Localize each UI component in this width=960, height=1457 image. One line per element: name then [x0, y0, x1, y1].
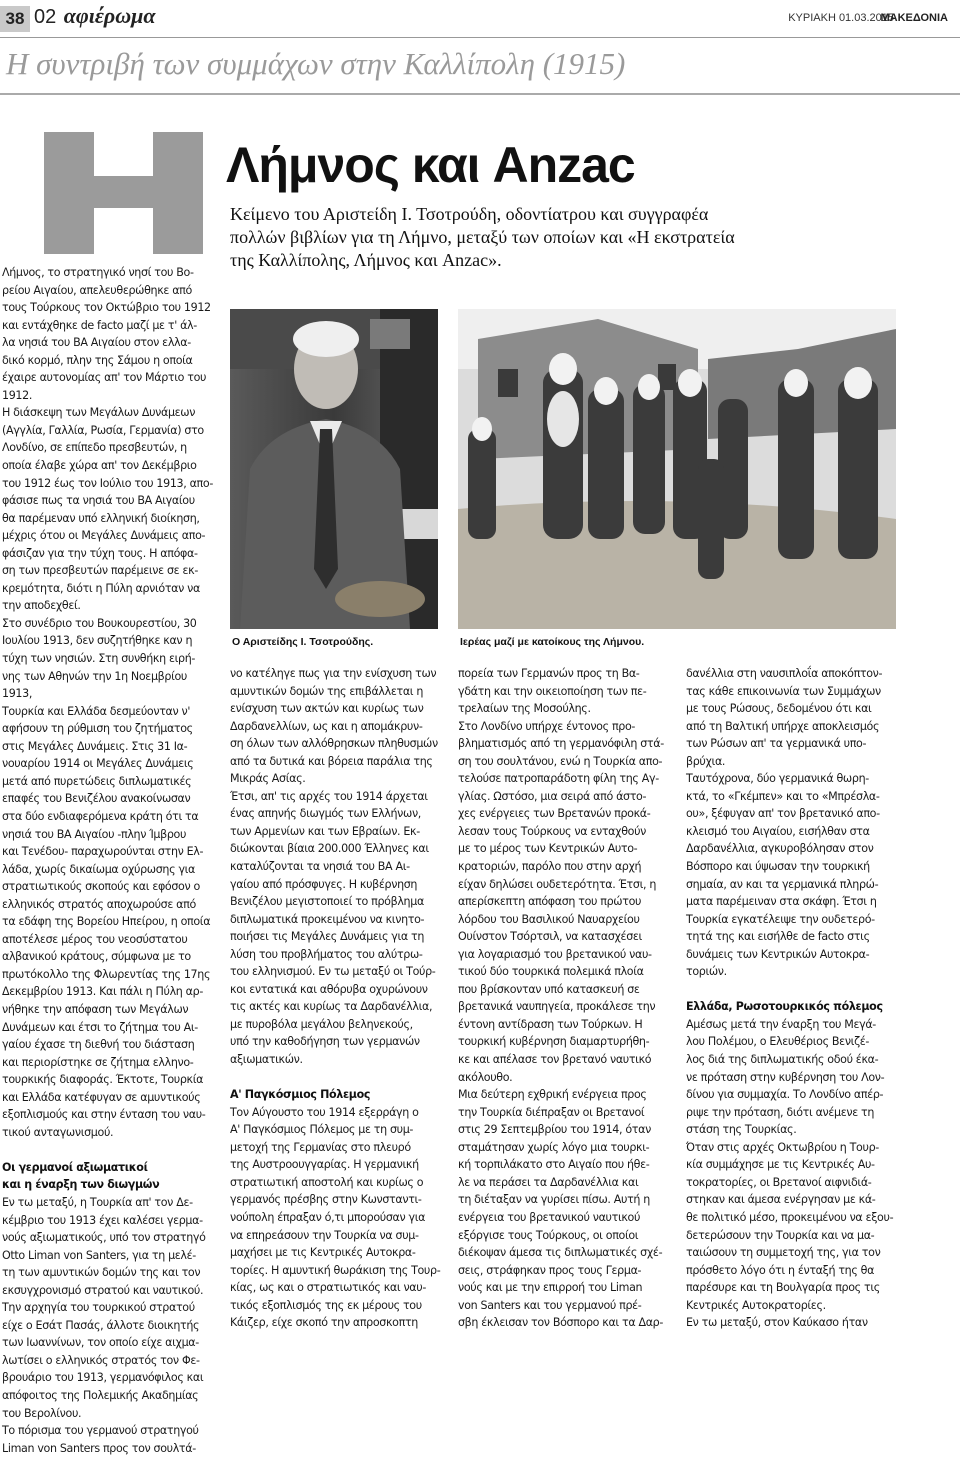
text-line: επαφές του Βενιζέλου ανακοίνωσαν	[2, 792, 191, 806]
text-line: τικός εξοπλισμός της εκ μέρους του	[230, 1298, 422, 1312]
text-line: σβη έκλεισαν τον Βόσπορο και τα Δαρ-	[458, 1316, 664, 1330]
text-line: Ουίνστον Τσόρτσιλ, να κατασχέσει	[458, 930, 642, 944]
text-line	[686, 981, 902, 999]
text-line: ρείου Αιγαίου, απελευθερώθηκε από	[2, 283, 192, 297]
topic-divider	[0, 93, 960, 95]
text-line: απόφοιτος της Πολεμικής Ακαδημίας	[2, 1389, 199, 1402]
text-line: από τη Βαλτική υπήρχε αποκλεισμός	[686, 719, 880, 733]
text-line: λόρδου του Βασιλικού Ναυαρχείου	[458, 912, 640, 926]
text-line: Μια δεύτερη εχθρική ενέργεια προς	[458, 1088, 647, 1102]
text-line: μαχήσει με τις Κεντρικές Αυτοκρα-	[230, 1246, 416, 1260]
text-line: Εν τω μεταξύ, η Τουρκία απ' τον Δε-	[2, 1195, 193, 1209]
text-line: ση των πρεσβευτών παρέμεινε σε εκ-	[2, 564, 198, 578]
article-column-4	[686, 665, 902, 1332]
text-line: (Αγγλία, Γαλλία, Ρωσία, Γερμανία) στο	[2, 423, 204, 437]
text-line: Α' Παγκόσμιος Πόλεμος με τη συμ-	[230, 1123, 414, 1137]
text-line: νούπολη έπραξαν ό,τι μπορούσαν για	[230, 1210, 426, 1224]
section-header	[34, 3, 156, 29]
text-line: Στο Λονδίνο υπήρχε έντονος προ-	[458, 719, 636, 733]
text-line: κία συμμάχησε με τις Κεντρικές Αυ-	[686, 1158, 875, 1172]
text-line: μετά από πυρετώδεις διπλωματικές	[2, 774, 192, 788]
text-line: Otto Liman von Santers, για τη μελέ-	[2, 1248, 196, 1262]
text-line: στρατιωτική αποστολή και κυρίως ο	[230, 1175, 424, 1189]
text-line: von Santers και του γερμανού πρέ-	[458, 1298, 642, 1312]
issue-date: ΚΥΡΙΑΚΗ 01.03.2015	[788, 12, 894, 24]
subheading: Α' Παγκόσμιος Πόλεμος	[230, 1088, 371, 1102]
text-line: Βόσπορο και ύψωσαν την τουρκική	[686, 860, 870, 874]
text-line: νούς και με την επιρροή του Liman	[458, 1281, 643, 1295]
text-line: παρέσυρε και τη Βουλγαρία προς τις	[686, 1281, 880, 1295]
text-line: τητά της και εισήλθε de facto στις	[686, 930, 870, 944]
text-line: τοκρατορίες, οι Βρετανοί αιφνιδιά-	[686, 1175, 872, 1189]
text-line: μέχρις ότου οι Μεγάλες Δυνάμεις απο-	[2, 529, 206, 543]
text-line: Λήμνος, το στρατηγικό νησί του Βο-	[2, 266, 194, 279]
text-line: υπό την καθοδήγηση των γερμανών	[230, 1035, 420, 1049]
text-line: Το πόρισμα του γερμανού στρατηγού	[2, 1424, 199, 1438]
article-column-1	[2, 264, 214, 1457]
text-line: αξιωματικών.	[230, 1053, 303, 1067]
text-line: τη των αμυντικών δομών της και τον	[2, 1266, 201, 1280]
text-line: έχαιρε αυτονομίας απ' τον Μάρτιο του	[2, 371, 207, 385]
text-line: τα εδάφη της Βορείου Ηπείρου, η οποία	[2, 915, 211, 929]
text-line: Όταν στις αρχές Οκτωβρίου η Τουρ-	[686, 1140, 879, 1154]
text-line: λωτίσει ο ελληνικός στρατός τον Φε-	[2, 1353, 200, 1367]
text-line: στις Μεγάλες Δυνάμεις. Στις 31 Ια-	[2, 739, 188, 753]
text-line: νουαρίου 1914 οι Μεγάλες Δυνάμεις	[2, 757, 194, 771]
text-line: βρουάριο του 1913, γερμανόφιλος και	[2, 1371, 204, 1385]
text-line: ενίσχυση των ακτών και κυρίως των	[230, 702, 424, 716]
text-line: γδάτη και την οικειοποίηση των πε-	[458, 684, 647, 698]
text-line: αλβανικού κράτους, σύμφωνα με το	[2, 950, 191, 964]
text-line: από τα δυτικά και βόρεια παράλια της	[230, 754, 433, 768]
text-line: κή τορπιλάκατο στο Αιγαίο που ήθε-	[458, 1158, 650, 1172]
text-line: δικό κορμό, πλην της Σάμου η οποία	[2, 353, 193, 367]
article-column-2	[230, 665, 445, 1332]
text-line: και εντάχθηκε de facto μαζί με τ' άλ-	[2, 318, 197, 332]
text-line: νης των Αθηνών την 1η Νοεμβρίου 1913,	[2, 669, 187, 701]
text-line: των Ιωαννίνων, τον οποίο είχε αιχμα-	[2, 1336, 199, 1350]
drop-cap	[36, 128, 211, 258]
text-line: έντονη αντίδραση των Τούρκων. Η	[458, 1017, 643, 1031]
text-line: λα νησιά του ΒΑ Αιγαίου στον ελλα-	[2, 336, 191, 350]
text-line: Μικράς Ασίας.	[230, 772, 306, 786]
text-line: Δυνάμεων και έτσι το ζήτημα του Αι-	[2, 1020, 198, 1034]
text-line: τας κάθε επικοινωνία των Συμμάχων	[686, 684, 881, 698]
text-line: ματα παρέμειναν στα σκάφη. Έτσι η	[686, 895, 877, 909]
text-line: τικού ανταγωνισμού.	[2, 1125, 114, 1139]
text-line: των Ρώσων απ' τα γερμανικά υπο-	[686, 737, 867, 751]
text-line: βρετανικά ναυπηγεία, προκάλεσε την	[458, 1000, 656, 1014]
text-line: τοριών.	[686, 965, 727, 979]
page-number: 38	[0, 6, 30, 32]
text-line: τουρκική κυβέρνηση διαμαρτυρήθη-	[458, 1035, 650, 1049]
text-line: Η διάσκεψη των Μεγάλων Δυνάμεων	[2, 406, 196, 420]
text-line: τους Τούρκους τον Οκτώβριο του 1912	[2, 301, 211, 315]
text-line: απερίσκεπτη απόφαση του πρώτου	[458, 895, 642, 909]
text-line: Κάιζερ, είχε σκοπό την απροσκοπτη	[230, 1316, 418, 1330]
text-line: Δεκεμβρίου 1913. Και πάλι η Πύλη αρ-	[2, 985, 203, 999]
text-line: κρατοριών, παρόλο που στην αρχή	[458, 860, 642, 874]
text-line: εξοπλισμούς και στην ένταση του ναυ-	[2, 1108, 206, 1122]
text-line: να επηρεάσουν την Τουρκία να συμ-	[230, 1228, 419, 1242]
text-line: και Τενέδου- παραχωρούνται στην Ελ-	[2, 845, 204, 859]
author-portrait-photo	[230, 309, 438, 629]
text-line: αποτέλεσε μέρος του νεοσύστατου	[2, 932, 188, 946]
text-line: τις ακτές και κυρίως τα Δαρδανέλλια,	[230, 1000, 433, 1014]
text-line: του Βερολίνου.	[2, 1406, 82, 1420]
header-divider	[0, 37, 960, 38]
text-line: φάσισε πως τα νησιά του ΒΑ Αιγαίου	[2, 494, 195, 508]
text-line: δίνου για συμμαχία. Το Λονδίνο απέρ-	[686, 1088, 884, 1102]
text-line: οποία έλαβε χώρα απ' τον Δεκέμβριο	[2, 459, 197, 473]
text-line: αμυντικών δομών της επιβάλλεται η	[230, 684, 424, 698]
text-line: Ιουλίου 1913, δεν συζητήθηκε καν η	[2, 634, 193, 648]
article-title: Λήμνος και Anzac	[226, 137, 635, 193]
text-line: της Αυστροουγγαρίας. Η γερμανική	[230, 1158, 419, 1172]
text-line: τελούσε πατροπαράδοτη φίλη της Αγ-	[458, 772, 659, 786]
text-line: ελληνικός στρατός αποχωρούσε από	[2, 897, 196, 911]
text-line: νήθηκε την απόφαση των Μεγάλων	[2, 1002, 189, 1016]
text-line: Δαρδανέλλια, αγκυροβόλησαν στον	[686, 842, 874, 856]
text-line: κλεισμό του Αιγαίου, εισήλθαν στα	[686, 824, 870, 838]
section-name: αφιέρωμα	[63, 3, 156, 28]
text-line: 1912.	[2, 388, 33, 402]
text-line: ση του σουλτάνου, ενώ η Τουρκία απο-	[458, 754, 663, 768]
text-line: στα δύο ενδιαφερόμενα κράτη ότι τα	[2, 809, 199, 823]
text-line: τουρκικής διαφοράς. Έκτοτε, Τουρκία	[2, 1073, 204, 1087]
text-line: Την αρχηγία του τουρκικού στρατού	[2, 1301, 195, 1315]
text-line: κοι εντατικά και αθόρυβα οχυρώνουν	[230, 982, 428, 996]
text-line: λου Πολέμου, ο Ελευθέριος Βενιζέ-	[686, 1035, 870, 1049]
text-line	[2, 1141, 214, 1159]
text-line: Κεντρικές Αυτοκρατορίες.	[686, 1298, 826, 1312]
text-line: ακόλουθο.	[458, 1070, 513, 1084]
text-line: δανέλλια στη ναυσιπλοΐα αποκόπτον-	[686, 667, 883, 680]
text-line: λεσαν τους Τούρκους να ενταχθούν	[458, 824, 646, 838]
text-line: ου», ξέφυγαν απ' τον βρετανικό απο-	[686, 807, 880, 821]
text-line: Δαρδανελλίων, ως και η απομάκρυν-	[230, 719, 423, 733]
text-line: διέκοψαν άμεσα τις διπλωματικές σχέ-	[458, 1246, 663, 1260]
text-line: Λονδίνο, σε επίπεδο πρεσβευτών, η	[2, 441, 187, 455]
text-line: Εν τω μεταξύ, στον Καύκασο ήταν	[686, 1316, 868, 1330]
text-line: δετερώσουν την Τουρκία και να μα-	[686, 1228, 875, 1242]
text-line: κέμβριο του 1913 έχει καλέσει γερμα-	[2, 1213, 203, 1227]
text-line: στάση της Τουρκίας.	[686, 1123, 797, 1137]
text-line: του ελληνισμού. Εν τω μεταξύ οι Τούρ-	[230, 965, 436, 979]
text-line: στηκαν και άμεσα ενέργησαν με κά-	[686, 1193, 876, 1207]
text-line: διώκονται βίαια 200.000 Έλληνες και	[230, 842, 429, 856]
text-line: σημαία, αν και τα γερμανικά πληρώ-	[686, 877, 879, 891]
text-line: είχαν δηλώσει ουδετερότητα. Έτσι, η	[458, 877, 657, 891]
text-line: Liman von Santers προς τον σουλτά-	[2, 1441, 196, 1455]
text-line: νε πρόταση στην κυβέρνηση του Λον-	[686, 1070, 885, 1084]
text-line: την Τουρκία διέπραξαν οι Βρετανοί	[458, 1105, 645, 1119]
text-line: ποιήσει τις Μεγάλες Δυνάμεις για τη	[230, 930, 425, 944]
text-line: Στο συνέδριο του Βουκουρεστίου, 30	[2, 616, 197, 630]
subheading: Οι γερμανοί αξιωματικοί	[2, 1160, 148, 1174]
text-line: σεις, στράφηκαν προς τους Γερμα-	[458, 1263, 642, 1277]
text-line: και περιορίστηκε σε ζήτημα ελληνο-	[2, 1055, 194, 1069]
subheading: και η έναρξη των διωγμών	[2, 1178, 160, 1192]
portrait-image	[230, 309, 438, 629]
text-line: εκσυγχρονισμό στρατού και ναυτικού.	[2, 1283, 204, 1297]
priest-villagers-photo	[458, 309, 896, 629]
text-line: Τουρκία εγκατέλειψε την ουδετερό-	[686, 912, 875, 926]
text-line: Τον Αύγουστο του 1914 εξερράγη ο	[230, 1105, 419, 1119]
text-line: νο κατέληγε πως για την ενίσχυση των	[230, 667, 437, 680]
byline-line: της Καλλίπολης, Λήμνος και Anzac».	[230, 250, 502, 270]
text-line: πρωτόκολλο της Φλωρεντίας της 17ης	[2, 967, 211, 981]
section-number: 02	[34, 6, 57, 28]
text-line: την αποδεχθεί.	[2, 599, 81, 613]
text-line: διπλωματικά προκειμένου να κινητο-	[230, 912, 425, 926]
byline-line: πολλών βιβλίων για τη Λήμνο, μεταξύ των οποίων και «Η εκστρατεία	[230, 227, 735, 247]
text-line: Τουρκία και Ελλάδα δεσμεύονταν ν'	[2, 704, 191, 718]
text-line: ταιώσουν τη συμμετοχή της, για τον	[686, 1246, 881, 1260]
text-line: κε και απέλασε τον βρετανό ναυτικό	[458, 1053, 652, 1067]
text-line: Έτσι, απ' τις αρχές του 1914 άρχεται	[230, 789, 428, 803]
text-line: Ταυτόχρονα, δύο γερμανικά θωρη-	[686, 772, 869, 786]
text-line: κτά, το «Γκέμπεν» και το «Μπρέσλα-	[686, 789, 880, 803]
text-line: τη διέταξαν να γυρίσει πίσω. Αυτή η	[458, 1193, 650, 1207]
text-line: λος διά της διπλωματικής οδού έκα-	[686, 1053, 879, 1067]
text-line: κίας, ως και ο στρατιωτικός και ναυ-	[230, 1281, 426, 1295]
text-line: κρεμότητα, διότι η Πύλη αρνιόταν να	[2, 581, 200, 595]
article-column-3	[458, 665, 673, 1332]
text-line: και Ελλάδα κατέφυγαν σε αμυντικούς	[2, 1090, 201, 1104]
newspaper-name: ΜΑΚΕΔΟΝΙΑ	[880, 12, 948, 24]
text-line: είχε ο Εσάτ Πασάς, άλλοτε διοικητής	[2, 1318, 200, 1332]
text-line: δυνάμεις των Κεντρικών Αυτοκρα-	[686, 947, 870, 961]
text-line: ένας απηνής διωγμός των Ελλήνων,	[230, 807, 421, 821]
text-line: με πυροβόλα μεγάλου βεληνεκούς,	[230, 1017, 413, 1031]
text-line: πρόσθετο λόγο ότι η ένταξή της θα	[686, 1263, 875, 1277]
subheading: Ελλάδα, Ρωσοτουρκικός πόλεμος	[686, 1000, 883, 1014]
group-image	[458, 309, 896, 629]
text-line: νούς αξιωματικούς, υπό τον στρατηγό	[2, 1231, 206, 1245]
text-line: γαίου από πρόσφυγες. Η κυβέρνηση	[230, 877, 418, 891]
text-line: με το μέρος των Κεντρικών Αυτο-	[458, 842, 638, 856]
text-line: στρατιωτικούς σκοπούς και εφόσον ο	[2, 880, 200, 894]
text-line: των Αρμενίων και των Εβραίων. Εκ-	[230, 824, 420, 838]
text-line: γαίου έχασε τη διεθνή του διάσταση	[2, 1038, 195, 1052]
byline-line: Κείμενο του Αριστείδη Ι. Τσοτρούδη, οδοντίατρου και συγγραφέα	[230, 204, 709, 224]
text-line: ριψε την πρόταση, διότι ανέμενε τη	[686, 1105, 875, 1119]
text-line: ενέργεια του βρετανικού ναυτικού	[458, 1210, 641, 1224]
text-line: του 1912 έως τον Ιούλιο του 1913, απο-	[2, 476, 213, 490]
text-line: βληματισμός από τη γερμανόφιλη στά-	[458, 737, 664, 751]
text-line: με τους Ρώσους, δεδομένου ότι και	[686, 702, 872, 716]
text-line: θε πολιτικό μέσο, προκειμένου να εξου-	[686, 1210, 894, 1224]
text-line	[230, 1069, 445, 1087]
text-line: Βενιζέλου μεγιστοποιεί το πρόβλημα	[230, 895, 424, 909]
text-line: που βρίσκονταν υπό κατασκευή σε	[458, 982, 640, 996]
text-line: Αμέσως μετά την έναρξη του Μεγά-	[686, 1017, 876, 1031]
text-line: στις 29 Σεπτεμβρίου του 1914, όταν	[458, 1123, 651, 1137]
text-line: πορεία των Γερμανών προς τη Βα-	[458, 667, 640, 680]
article-byline	[230, 203, 870, 272]
text-line: αφήσουν τη ρύθμιση του ζητήματος	[2, 722, 193, 736]
portrait-caption: Ο Αριστείδης Ι. Τσοτρούδης.	[232, 636, 374, 648]
text-line: λε να περάσει τα Δαρδανέλλια και	[458, 1175, 639, 1189]
text-line: σταμάτησαν χωρίς λόγο μια τουρκι-	[458, 1140, 650, 1154]
text-line: γερμανός πρέσβης στην Κωνσταντι-	[230, 1193, 422, 1207]
text-line: μετοχή της Γερμανίας στο πλευρό	[230, 1140, 411, 1154]
group-photo-caption: Ιερέας μαζί με κατοίκους της Λήμνου.	[460, 636, 645, 648]
text-line: φάσιζαν για την τύχη τους. Η απόφα-	[2, 546, 198, 560]
text-line: νησιά του ΒΑ Αιγαίου -πλην Ίμβρου	[2, 827, 187, 841]
text-line: χες ενέργειες των Βρετανών προκά-	[458, 807, 651, 821]
topic-title: Η συντριβή των συμμάχων στην Καλλίπολη (1915)	[6, 46, 626, 81]
text-line: ση όλων των αλλόθρησκων πληθυσμών	[230, 737, 438, 751]
text-line: τρελαίων της Μοσούλης.	[458, 702, 591, 716]
text-line: βρύχια.	[686, 754, 726, 768]
text-line: τικού δύο τουρκικά πολεμικά πλοία	[458, 965, 644, 979]
text-line: τύχη των νησιών. Στη συνθήκη ειρή-	[2, 652, 196, 666]
text-line: για λογαριασμό του βρετανικού ναυ-	[458, 947, 652, 961]
text-line: γλίας. Ωστόσο, μια σειρά από άστο-	[458, 789, 647, 803]
text-line: θα παρέμεναν υπό ελληνική διοίκηση,	[2, 511, 200, 525]
text-line: καταλύζονται τα νησιά του ΒΑ Αι-	[230, 860, 410, 874]
text-line: εξόργισε τους Τούρκους, οι οποίοι	[458, 1228, 639, 1242]
text-line: λάδα, χωρίς δικαίωμα οχύρωσης για	[2, 862, 196, 876]
text-line: λύση του προβλήματος του αλύτρω-	[230, 947, 423, 961]
text-line: τορίες. Η αμυντική θωράκιση της Τουρ-	[230, 1263, 441, 1277]
